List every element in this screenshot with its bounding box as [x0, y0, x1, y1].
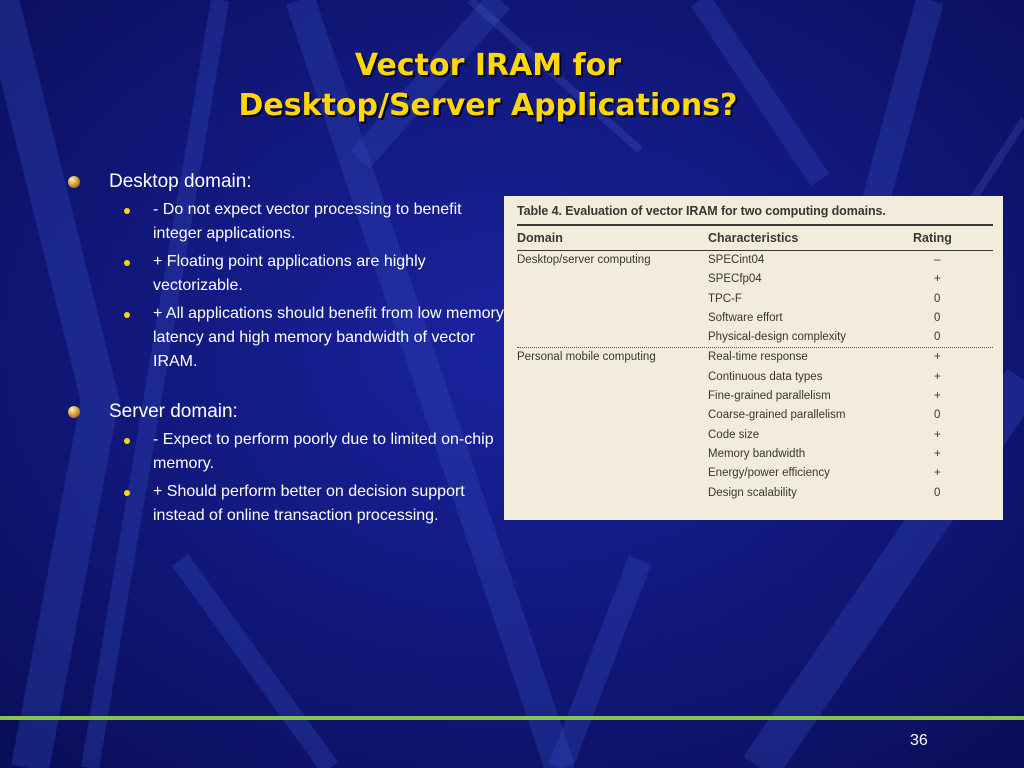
cell-characteristic: Physical-design complexity — [708, 331, 847, 344]
cell-domain-empty — [517, 426, 708, 445]
cell-rating: + — [934, 428, 941, 441]
bullet-list — [64, 170, 504, 528]
bullet-desktop-domain — [64, 170, 504, 194]
cell-domain-empty — [517, 328, 708, 347]
cell-rating: 0 — [934, 292, 941, 305]
sub-bullet-text: + Floating point applications are highly vectorizable. — [153, 253, 426, 294]
cell-characteristic: Code size — [708, 428, 760, 441]
cell-rating: + — [934, 390, 941, 403]
table-row — [517, 251, 993, 270]
cell-characteristic: Continuous data types — [708, 370, 823, 383]
table-caption: Table 4. Evaluation of vector IRAM for two computing domains. — [517, 204, 886, 218]
cell-rating: 0 — [934, 486, 941, 499]
table-row — [517, 426, 993, 445]
cell-characteristic: Coarse-grained parallelism — [708, 409, 846, 422]
page-number: 36 — [910, 732, 928, 749]
cell-domain-empty — [517, 406, 708, 425]
cell-rating: – — [934, 254, 941, 266]
cell-rating: + — [934, 447, 941, 460]
dot-icon — [124, 260, 130, 266]
title-line-2: Desktop/Server Applications? — [238, 88, 738, 123]
sub-bullet-text: - Do not expect vector processing to benefit integer applications. — [153, 201, 462, 242]
sub-bullet — [64, 480, 504, 528]
sub-bullet-text: + All applications should benefit from low memory latency and high memory bandwidth of vector IRAM. — [153, 305, 504, 370]
cell-domain-empty — [517, 464, 708, 483]
table-row — [517, 348, 993, 367]
cell-rating: + — [934, 370, 941, 383]
cell-rating: 0 — [934, 331, 941, 344]
cell-characteristic: Design scalability — [708, 486, 797, 499]
sub-bullet-text: + Should perform better on decision support instead of online transaction processing. — [153, 483, 465, 524]
title-line-1: Vector IRAM for — [354, 48, 622, 83]
cell-domain-empty — [517, 309, 708, 328]
dot-icon — [124, 208, 130, 214]
cell-characteristic: SPECint04 — [708, 254, 765, 266]
cell-rating: + — [934, 351, 941, 364]
table-row — [517, 290, 993, 309]
table-row — [517, 309, 993, 328]
sub-bullet — [64, 428, 504, 476]
cell-rating: 0 — [934, 311, 941, 324]
table-row — [517, 464, 993, 483]
cell-characteristic: Real-time response — [708, 351, 808, 364]
header-characteristics: Characteristics — [708, 231, 799, 245]
cell-characteristic: Fine-grained parallelism — [708, 390, 831, 403]
cell-domain: Desktop/server computing — [517, 254, 651, 266]
table-row — [517, 270, 993, 289]
bullet-label: Server domain: — [109, 401, 238, 422]
cell-domain: Personal mobile computing — [517, 351, 656, 364]
dot-icon — [124, 312, 130, 318]
cell-domain-empty — [517, 368, 708, 387]
cell-domain-empty — [517, 445, 708, 464]
cell-characteristic: Software effort — [708, 311, 783, 324]
table-row — [517, 445, 993, 464]
table-header-row — [517, 226, 993, 250]
dot-icon — [124, 438, 130, 444]
slide-title — [0, 46, 976, 126]
cell-characteristic: Memory bandwidth — [708, 447, 806, 460]
bullet-ball-icon — [68, 406, 80, 418]
cell-characteristic: SPECfp04 — [708, 273, 762, 286]
bullet-label: Desktop domain: — [109, 171, 252, 192]
sub-bullet — [64, 302, 504, 374]
table-row — [517, 406, 993, 425]
table-row — [517, 484, 993, 503]
bullet-ball-icon — [68, 176, 80, 188]
sub-bullet — [64, 198, 504, 246]
cell-domain-empty — [517, 290, 708, 309]
cell-rating: + — [934, 467, 941, 480]
cell-characteristic: Energy/power efficiency — [708, 467, 830, 480]
header-domain: Domain — [517, 231, 563, 245]
cell-characteristic: TPC-F — [708, 292, 742, 305]
evaluation-table — [504, 196, 1003, 520]
cell-rating: + — [934, 273, 941, 286]
cell-domain-empty — [517, 387, 708, 406]
footer-accent-line — [0, 716, 1024, 720]
cell-domain-empty — [517, 484, 708, 503]
table-row — [517, 387, 993, 406]
sub-bullet — [64, 250, 504, 298]
cell-rating: 0 — [934, 409, 941, 422]
cell-domain-empty — [517, 270, 708, 289]
table-row — [517, 328, 993, 347]
table-row — [517, 368, 993, 387]
dot-icon — [124, 490, 130, 496]
bullet-server-domain — [64, 400, 504, 424]
sub-bullet-text: - Expect to perform poorly due to limited on-chip memory. — [153, 431, 494, 472]
header-rating: Rating — [913, 231, 952, 245]
